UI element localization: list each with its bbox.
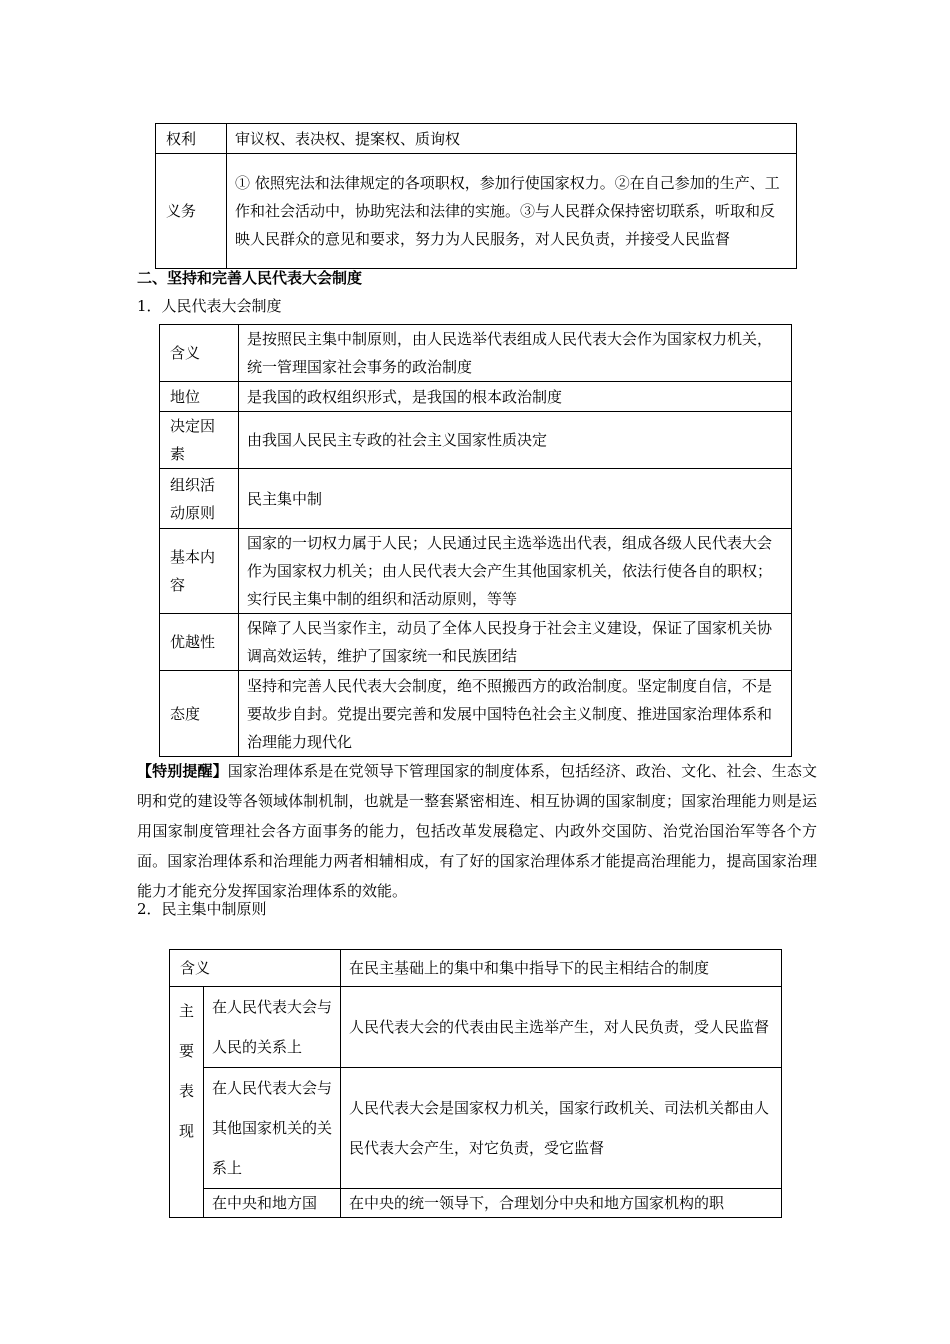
- table-row: [160, 671, 792, 757]
- subsection-title: 1．人民代表大会制度: [137, 297, 282, 315]
- duties-rights-table: [155, 123, 797, 269]
- row-content: 是按照民主集中制原则，由人民选举代表组成人民代表大会作为国家权力机关，统一管理国家社会事务的政治制度: [239, 325, 792, 382]
- row-content: 在中央的统一领导下，合理划分中央和地方国家机构的职: [341, 1189, 782, 1218]
- table-row: [160, 614, 792, 671]
- row-content: 民主集中制: [239, 469, 792, 529]
- subsection-title: 2．民主集中制原则: [137, 900, 267, 918]
- row-content: 人民代表大会是国家权力机关，国家行政机关、司法机关都由人民代表大会产生，对它负责，受它监督: [341, 1068, 782, 1189]
- npc-system-table: [159, 324, 792, 757]
- special-reminder: [137, 756, 817, 906]
- row-label: 基本内容: [160, 529, 239, 614]
- row-label: 地位: [160, 382, 239, 412]
- table-row: [160, 529, 792, 614]
- table-row: [160, 325, 792, 382]
- table-row: [170, 987, 782, 1068]
- table-row: [170, 1189, 782, 1218]
- row-label: 优越性: [160, 614, 239, 671]
- row-label: 在中央和地方国: [204, 1189, 341, 1218]
- row-label: 在人民代表大会与人民的关系上: [204, 987, 341, 1068]
- main-manifestation-label: 主要表现: [170, 987, 204, 1218]
- row-label: 决定因素: [160, 412, 239, 469]
- row-content: 国家的一切权力属于人民；人民通过民主选举选出代表，组成各级人民代表大会作为国家权力机关；由人民代表大会产生其他国家机关，依法行使各自的职权；实行民主集中制的组织和活动原则，等等: [239, 529, 792, 614]
- row-content: ① 依照宪法和法律规定的各项职权，参加行使国家权力。②在自己参加的生产、工作和社会活动中，协助宪法和法律的实施。③与人民群众保持密切联系，听取和反映人民群众的意见和要求，努力为人民服务，对人民负责，并接受人民监督: [227, 154, 797, 269]
- meaning-content: 在民主基础上的集中和集中指导下的民主相结合的制度: [341, 950, 782, 987]
- table-row: [156, 154, 797, 269]
- row-label: 权利: [156, 124, 227, 154]
- democratic-centralism-table: [169, 949, 782, 1218]
- row-content: 由我国人民民主专政的社会主义国家性质决定: [239, 412, 792, 469]
- meaning-label: 含义: [170, 950, 341, 987]
- row-content: 人民代表大会的代表由民主选举产生，对人民负责，受人民监督: [341, 987, 782, 1068]
- row-label: 义务: [156, 154, 227, 269]
- table-row: [170, 950, 782, 987]
- reminder-tag: 【特别提醒】: [137, 762, 228, 780]
- row-label: 组织活动原则: [160, 469, 239, 529]
- row-content: 审议权、表决权、提案权、质询权: [227, 124, 797, 154]
- table-row: [160, 469, 792, 529]
- table-row: [160, 382, 792, 412]
- row-content: 保障了人民当家作主，动员了全体人民投身于社会主义建设，保证了国家机关协调高效运转，维护了国家统一和民族团结: [239, 614, 792, 671]
- table-row: [156, 124, 797, 154]
- table-row: [170, 1068, 782, 1189]
- table-row: [160, 412, 792, 469]
- row-content: 坚持和完善人民代表大会制度，绝不照搬西方的政治制度。坚定制度自信，不是要故步自封。党提出要完善和发展中国特色社会主义制度、推进国家治理体系和治理能力现代化: [239, 671, 792, 757]
- row-content: 是我国的政权组织形式，是我国的根本政治制度: [239, 382, 792, 412]
- reminder-text: 国家治理体系是在党领导下管理国家的制度体系，包括经济、政治、文化、社会、生态文明和党的建设等各领域体制机制，也就是一整套紧密相连、相互协调的国家制度；国家治理能力则是运用国家制度管理社会各方面事务的能力，包括改革发展稳定、内政外交国防、治党治国治军等各个方面。国家治理体系和治理能力两者相辅相成，有了好的国家治理体系才能提高治理能力，提高国家治理能力才能充分发挥国家治理体系的效能。: [137, 762, 817, 900]
- row-label: 含义: [160, 325, 239, 382]
- section-title: 二、坚持和完善人民代表大会制度: [137, 269, 363, 287]
- row-label: 态度: [160, 671, 239, 757]
- row-label: 在人民代表大会与其他国家机关的关系上: [204, 1068, 341, 1189]
